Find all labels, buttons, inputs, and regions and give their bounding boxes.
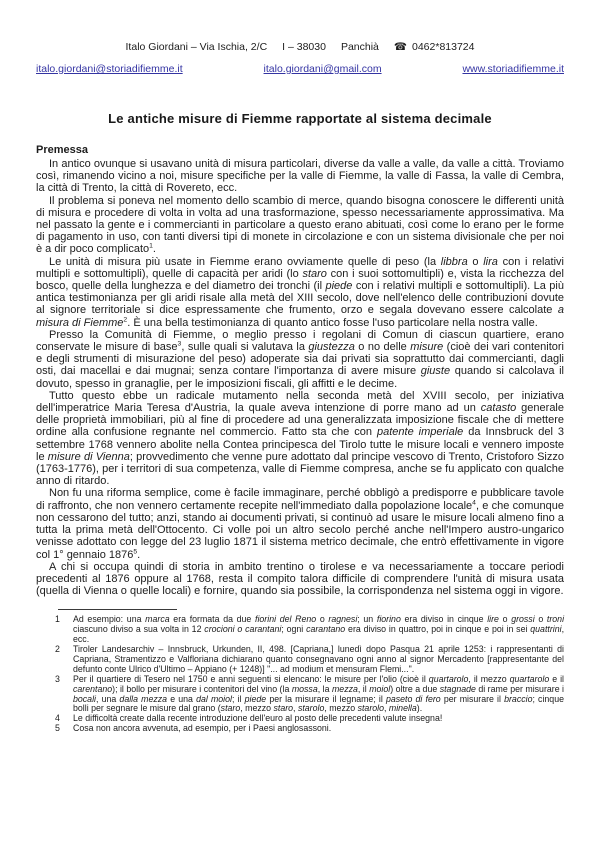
paragraph: In antico ovunque si usavano unità di misura particolari, diverse da valle a valle, da valle a città. Troviamo così, rimanendo vicino a noi, misure specifiche per la valle di Fiemme, la valle di Fassa, la valle di Cembra, la città di Trento, la città di Rovereto, ecc. bbox=[36, 158, 564, 195]
footnote-number: 3 bbox=[55, 673, 60, 684]
section-heading-premessa: Premessa bbox=[36, 144, 88, 156]
website-link[interactable]: www.storiadifiemme.it bbox=[462, 63, 564, 75]
contact-phone bbox=[394, 41, 475, 54]
footnote-text: Per il quartiere di Tesero nel 1750 e anni seguenti si elencano: le misure per l'olio (cioè il quartarolo, il mezzo quartarolo e il carentano); il bollo per misurare i contenitori del vino (la mossa, la mezza, il moiol) oltre a due stagnade di rame per misurare i bocali, una dalla mezza e una dal moiol; il piede per la misurare il legname; il paseto di fero per misurare il braccio; cinque bolli per segnare le misure dal grano (staro, mezzo staro, starolo, mezzo starolo, minella). bbox=[73, 673, 565, 714]
footnote-text: Cosa non ancora avvenuta, ad esempio, per i Paesi anglosassoni. bbox=[73, 723, 332, 734]
footnote bbox=[36, 645, 564, 675]
footnote bbox=[36, 675, 564, 715]
footnote-text: Le difficoltà create dalla recente introduzione dell'euro al posto delle precedenti valute insegna! bbox=[73, 713, 443, 724]
document-body bbox=[36, 158, 564, 597]
paragraph: Non fu una riforma semplice, come è facile immaginare, perché obbligò a predisporre e pubblicare tavole di raffronto, che non vennero certamente recepite nell'immediato dalla popolazione locale$^4$, e che comunque non cessarono del tutto; anzi, stando ai documenti privati, si continuò ad usare le misure locali almeno fino a tutta la prima metà dell'Ottocento. Ci volle poi un altro secolo perché anche nell'Impero austro-ungarico venisse adottato con legge del 23 luglio 1871 il sistema metrico decimale, che entrò effettivamente in vigore col 1° gennaio 1876$^5$. bbox=[36, 487, 564, 561]
footnote-number: 1 bbox=[55, 614, 60, 625]
contact-city: Panchià bbox=[340, 41, 379, 53]
paragraph: Tutto questo ebbe un radicale mutamento nella seconda metà del XVIII secolo, per iniziativa dell'imperatrice Maria Teresa d'Austria, la quale aveva intenzione di porre mano ad un catasto generale delle proprietà immobiliari, più al fine di procedere ad una generalizzata imposizione fiscale che di mettere ordine alla confusione regnante nel commercio. Fatto sta che con patente imperiale da Innsbruck del 3 settembre 1768 vennero abolite nella Contea principesca del Tirolo tutte le misure locali e vennero imposte le misure di Vienna; provvedimento che venne pure adottato dal principe vescovo di Trento, Cristoforo Sizzo (1763-1776), per i territori di sua competenza, valle di Fiemme compresa, anche se fu applicato con qualche anno di ritardo. bbox=[36, 389, 564, 488]
footnote-text: Ad esempio: una marca era formata da due fiorini del Reno o ragnesi; un fiorino era diviso in cinque lire o grossi o troni ciascuno diviso a sua volta in 12 crocioni o carantani; ogni carantano era diviso in quattro, poi in cinque e poi in sei quattrini, ecc. bbox=[73, 614, 565, 645]
contact-name-address: Italo Giordani – Via Ischia, 2/C bbox=[125, 41, 268, 53]
footnote-number: 2 bbox=[55, 644, 60, 655]
footnote-number: 4 bbox=[55, 713, 60, 724]
footnote-separator bbox=[58, 609, 177, 610]
paragraph: Le unità di misura più usate in Fiemme erano ovviamente quelle di peso (la libbra o lira con i relativi multipli e sottomultipli), quelle di capacità per aridi (lo staro con i suoi sottomultipli) e, vista la ricchezza del bosco, quelle della lunghezza e del diametro dei tronchi (il piede con i relativi multipli e sottomultipli). La più antica testimonianza per gli aridi risale alla metà del XIII secolo, dove nell'elenco delle contribuzioni dovute al signore territoriale si dice espressamente che frumento, orzo e segala dovevano essere calcolate a misura di Fiemme$^2$. È una bella testimonianza di quanto antico fosse l'uso particolare nella nostra valle. bbox=[36, 255, 564, 329]
paragraph: Presso la Comunità di Fiemme, o meglio presso i regolani di Comun di ciascun quartiere, erano conservate le misure di base$^3$, sulle quali si valutava la giustezza o no delle misure (cioè dei vari contenitori e degli strumenti di misurazione del peso) adoperate sia dai privati sia soprattutto dai commercianti, dagli osti, dai macellai e dai mugnai; senza contare l'importanza di avere misure giuste quando si calcolava il dovuto, spesso in granaglie, per le imposizioni fiscali, gli affitti e le decime. bbox=[36, 328, 564, 390]
footnote bbox=[36, 724, 564, 734]
paragraph: A chi si occupa quindi di storia in ambito trentino o tirolese e va necessariamente a toccare periodi precedenti al 1876 oppure al 1768, resta il compito talora difficile di comprendere l'unità di misura usata (quella di Vienna o quelle locali) e fornire, quando sia possibile, la corrispondenza nel sistema oggi in vigore. bbox=[36, 560, 564, 598]
phone-icon: ☎ bbox=[393, 41, 407, 53]
contact-line bbox=[36, 41, 564, 54]
page-title: Le antiche misure di Fiemme rapportate al sistema decimale bbox=[108, 111, 492, 126]
footnote bbox=[36, 615, 564, 645]
footnote-text: Tiroler Landesarchiv – Innsbruck, Urkunden, II, 498. [Capriana,] lunedì dopo Pasqua 21 aprile 1253: i rappresentanti di Capriana, Stramentizzo e Valfloriana dichiarano quanto consegnavano ogni anno al signor Mercadento [rappresentante del defunto conte Ulrico d'Ultimo – Appiano (+ 1248)] "... ad modium et mensuram Flemi...". bbox=[73, 644, 564, 674]
contact-postal: I – 38030 bbox=[282, 41, 326, 53]
email-link-storiadifiemme[interactable]: italo.giordani@storiadifiemme.it bbox=[36, 63, 183, 75]
links-row bbox=[36, 63, 564, 76]
paragraph: Il problema si poneva nel momento dello scambio di merce, quando bisogna conoscere le differenti unità di misura e procedere di volta in volta ad una trasformazione, spesso necessariamente approssimativa. Ma nel passato la gente e i commercianti in particolare a questo erano abituati, così come lo erano per le forme di pagamento in uso, con tanti diversi tipi di monete in circolazione e con un sistema divisionale che per noi è a dir poco complicato$^1$. bbox=[36, 194, 564, 256]
email-link-gmail[interactable]: italo.giordani@gmail.com bbox=[263, 63, 382, 75]
footnotes-list bbox=[36, 615, 564, 734]
footnote-number: 5 bbox=[55, 723, 60, 734]
phone-number: 0462*813724 bbox=[412, 41, 475, 53]
